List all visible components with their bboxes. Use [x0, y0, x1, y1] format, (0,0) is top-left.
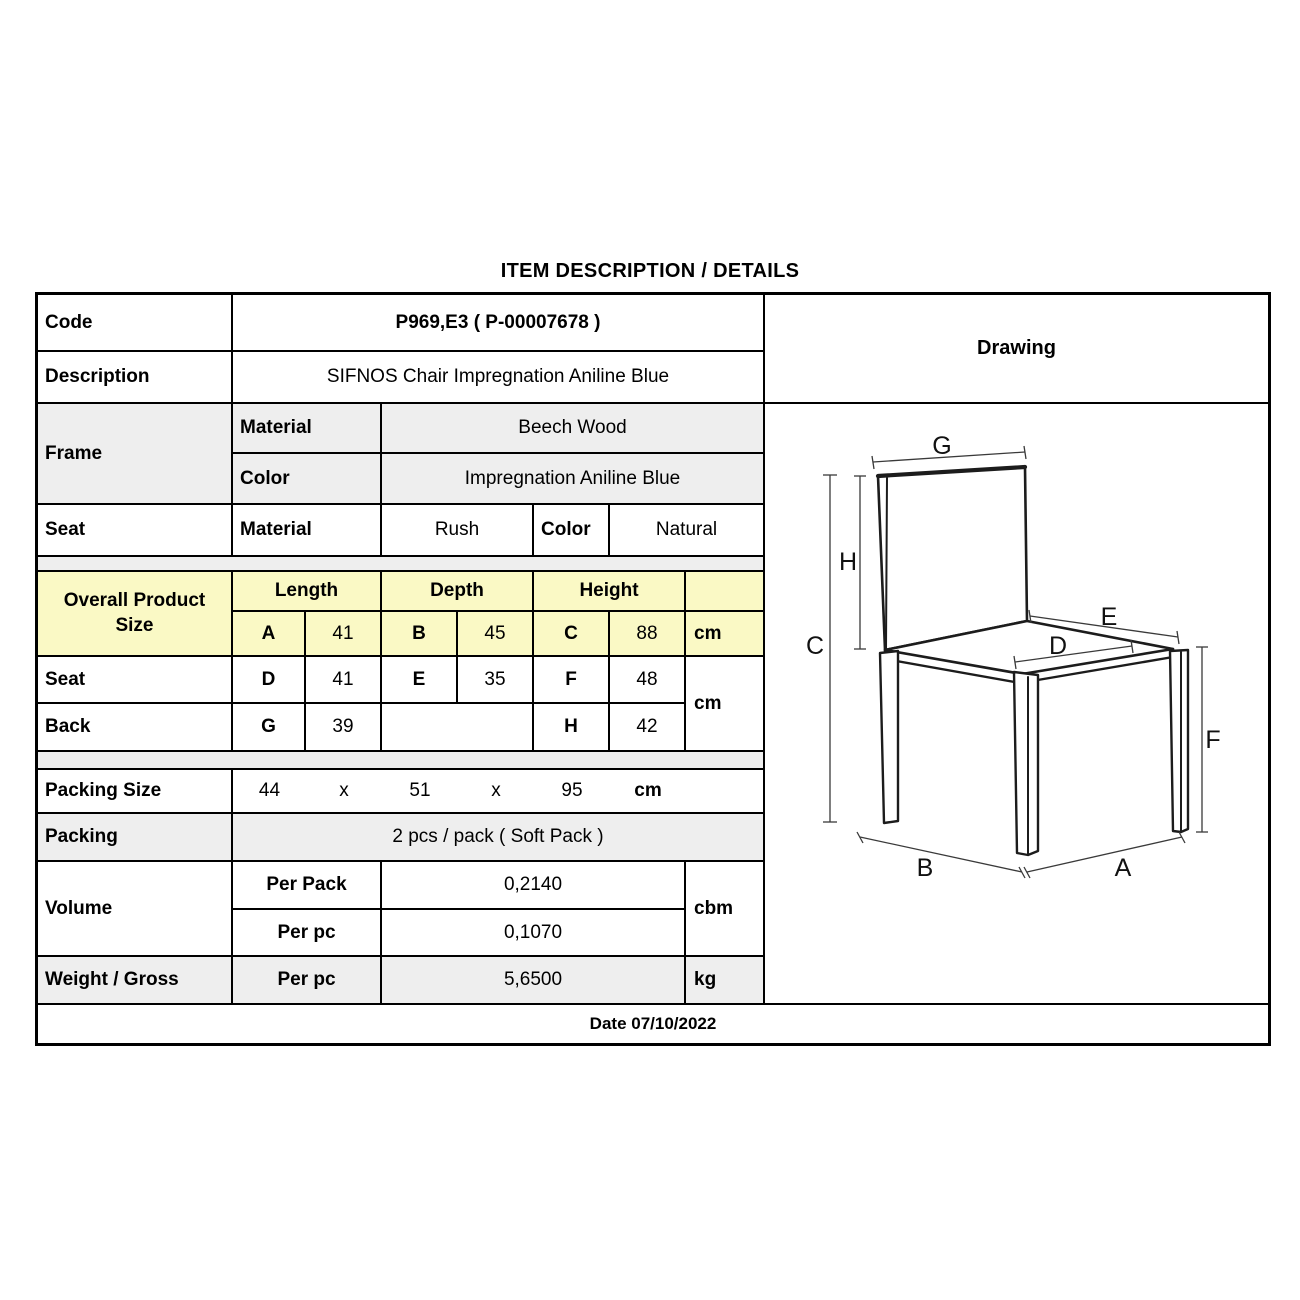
chair-dimension-drawing: [765, 404, 1268, 1003]
drawing-header: Drawing: [765, 295, 1268, 402]
frame-material-value: Beech Wood: [382, 404, 763, 452]
seat-color-label: Color: [534, 505, 608, 555]
seat-material-label: Material: [233, 505, 380, 555]
overall-size-label: [38, 572, 231, 655]
overall-unit: cm: [686, 612, 763, 655]
depth-header: Depth: [382, 572, 532, 610]
packing-size-label: Packing Size: [38, 770, 231, 812]
dim-d-key: D: [233, 657, 304, 702]
code-value: P969,E3 ( P-00007678 ): [233, 295, 763, 350]
dim-f-key: F: [534, 657, 608, 702]
back-size-label: Back: [38, 704, 231, 750]
packing-label: Packing: [38, 814, 231, 860]
packing-size-spacer: [686, 770, 763, 812]
dim-g-key: G: [233, 704, 304, 750]
height-header: Height: [534, 572, 684, 610]
weight-label: Weight / Gross: [38, 957, 231, 1003]
packing-size-v1: 44: [258, 780, 281, 801]
description-label: Description: [38, 352, 231, 402]
overall-size-label-line1: Overall Product: [63, 589, 206, 611]
dim-e-key: E: [382, 657, 456, 702]
date-row: Date 07/10/2022: [38, 1005, 1268, 1043]
volume-label: Volume: [38, 862, 231, 955]
volume-per-pack-value: 0,2140: [382, 862, 684, 908]
weight-unit: kg: [686, 957, 763, 1003]
section-spacer: [38, 557, 763, 570]
frame-label: Frame: [38, 404, 231, 503]
dim-d-value: 41: [306, 657, 380, 702]
length-header: Length: [233, 572, 380, 610]
dim-f-value: 48: [610, 657, 684, 702]
dim-h-value: 42: [610, 704, 684, 750]
seat-label: Seat: [38, 505, 231, 555]
drawing-area: [765, 404, 1268, 1003]
dim-b-key: B: [382, 612, 456, 655]
dim-c-key: C: [534, 612, 608, 655]
dim-label-c: C: [805, 632, 825, 660]
code-label: Code: [38, 295, 231, 350]
dim-a-key: A: [233, 612, 304, 655]
chair-line-drawing: [878, 467, 1188, 855]
dim-h-key: H: [534, 704, 608, 750]
dim-label-g: G: [932, 432, 952, 460]
seat-back-unit: cm: [686, 657, 763, 750]
dim-e-value: 35: [458, 657, 532, 702]
volume-per-pc-label: Per pc: [233, 910, 380, 955]
dim-label-a: A: [1114, 854, 1132, 882]
dim-label-h: H: [838, 548, 858, 576]
weight-value: 5,6500: [382, 957, 684, 1003]
seat-size-label: Seat: [38, 657, 231, 702]
volume-per-pack-label: Per Pack: [233, 862, 380, 908]
packing-size-v3: 95: [561, 780, 583, 801]
back-row-empty: [382, 704, 532, 750]
dim-label-b: B: [916, 854, 934, 882]
weight-per-pc-label: Per pc: [233, 957, 380, 1003]
dim-label-e: E: [1100, 603, 1118, 631]
dim-c-value: 88: [610, 612, 684, 655]
dim-g-value: 39: [306, 704, 380, 750]
page-title: ITEM DESCRIPTION / DETAILS: [500, 260, 800, 282]
seat-color-value: Natural: [610, 505, 763, 555]
description-value: SIFNOS Chair Impregnation Aniline Blue: [233, 352, 763, 402]
frame-color-value: Impregnation Aniline Blue: [382, 454, 763, 503]
packing-value: 2 pcs / pack ( Soft Pack ): [233, 814, 763, 860]
frame-material-label: Material: [233, 404, 380, 452]
dim-label-d: D: [1048, 632, 1068, 660]
overall-size-label-line2: Size: [115, 614, 154, 636]
packing-size-values: [233, 770, 763, 812]
dim-b-value: 45: [458, 612, 532, 655]
packing-size-x2: x: [491, 780, 501, 801]
volume-unit: cbm: [686, 862, 763, 955]
dim-label-f: F: [1205, 726, 1221, 754]
packing-size-v2: 51: [409, 780, 431, 801]
section-spacer: [38, 752, 763, 768]
frame-color-label: Color: [233, 454, 380, 503]
volume-per-pc-value: 0,1070: [382, 910, 684, 955]
packing-size-x1: x: [339, 780, 349, 801]
seat-material-value: Rush: [382, 505, 532, 555]
spec-table: [35, 292, 1271, 1046]
dim-a-value: 41: [306, 612, 380, 655]
size-header-empty: [686, 572, 763, 610]
packing-size-unit: cm: [634, 780, 662, 801]
